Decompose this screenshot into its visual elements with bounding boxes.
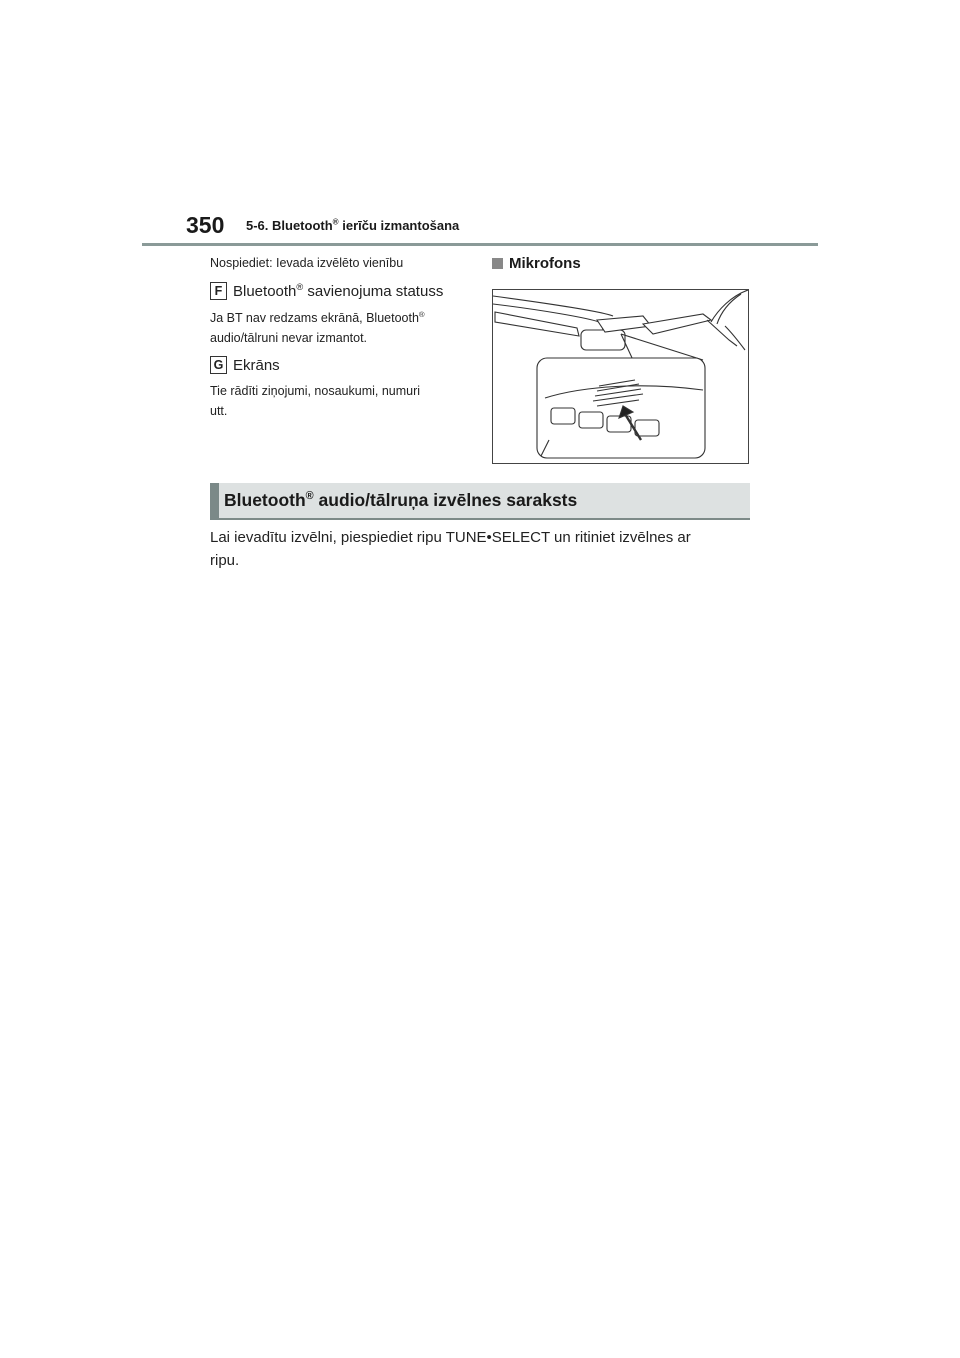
item-g-label: Ekrāns (233, 356, 280, 374)
item-f-description: Ja BT nav redzams ekrānā, Bluetooth® audio/tālruni nevar izmantot. (210, 309, 425, 345)
item-f (210, 280, 443, 302)
microphone-illustration (492, 289, 749, 464)
intro-text: Nospiediet: Ievada izvēlēto vienību (210, 256, 404, 270)
section-title: 5-6. Bluetooth® ierīču izmantošana (246, 217, 460, 233)
page-number: 350 (186, 212, 225, 238)
menu-section-heading-accent (210, 483, 219, 520)
microphone-heading: Mikrofons (492, 255, 581, 272)
square-bullet-icon (492, 258, 503, 269)
badge-g: G (210, 356, 227, 374)
badge-f: F (210, 282, 227, 300)
overhead-console-drawing-icon (493, 290, 748, 463)
menu-section-body: Lai ievadītu izvēlni, piespiediet ripu TUNE•SELECT un ritiniet izvēlnes ar ripu. (210, 529, 691, 569)
item-g (210, 354, 280, 376)
header-rule (142, 243, 818, 246)
menu-section-heading: Bluetooth® audio/tālruņa izvēlnes saraksts (224, 490, 578, 510)
item-f-label: Bluetooth® savienojuma statuss (233, 281, 444, 300)
item-g-description: Tie rādīti ziņojumi, nosaukumi, numuri utt. (210, 384, 421, 418)
